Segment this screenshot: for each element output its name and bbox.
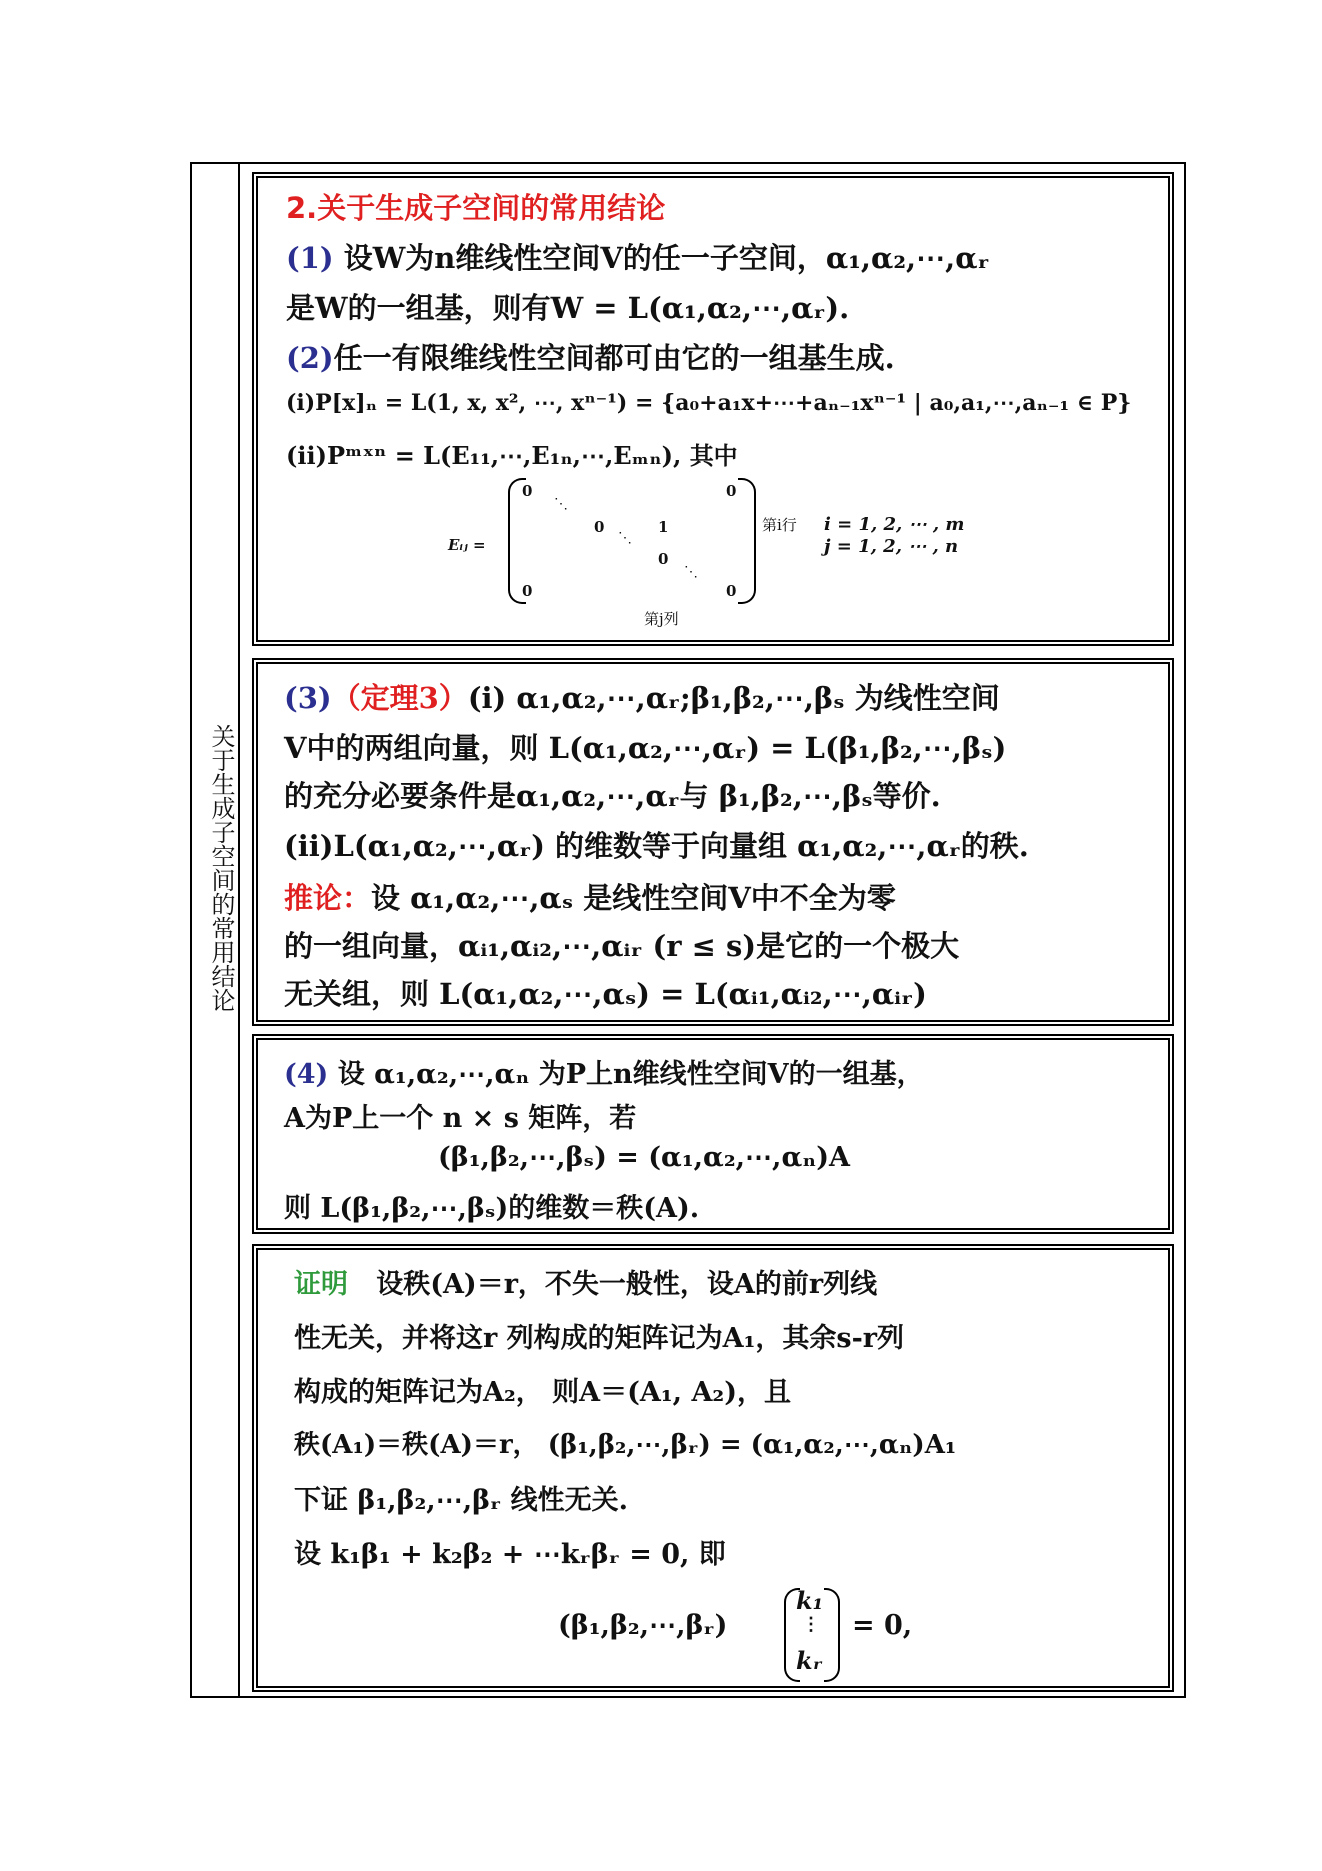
matrix-lhs: Eᵢⱼ = [448, 536, 486, 554]
vector-right-bracket [824, 1588, 840, 1682]
proof-vector-lhs: (β₁,β₂,⋯,βᵣ) [558, 1610, 728, 1641]
range-i: i = 1, 2, ⋯ , m [824, 514, 965, 535]
proof-line-6: 设 k₁β₁ + k₂β₂ + ⋯kᵣβᵣ = 0, 即 [294, 1539, 726, 1570]
vector-k1: k₁ [796, 1586, 824, 1615]
matrix-bottom-left: 0 [522, 582, 533, 600]
statement-2-text: 任一有限维线性空间都可由它的一组基生成. [333, 341, 895, 375]
statement-1-text: 设W为n维线性空间V的任一子空间，α₁,α₂,⋯,αᵣ [343, 241, 990, 275]
statement-2-item-ii: (ii)Pᵐˣⁿ = L(E₁₁,⋯,E₁ₙ,⋯,Eₘₙ), 其中 [286, 441, 738, 470]
corollary-line-1 [284, 876, 896, 917]
vector-dots: ⋮ [802, 1614, 820, 1635]
panel-title: 2.关于生成子空间的常用结论 [286, 191, 666, 225]
statement-1-line-1 [286, 236, 990, 277]
proof-vector-rhs: = 0, [852, 1610, 913, 1641]
panel-statement-4 [252, 1034, 1174, 1234]
matrix-right-bracket [738, 478, 756, 604]
side-label: 关于生成子空间的常用结论 [207, 724, 235, 1012]
range-j: j = 1, 2, ⋯ , n [824, 536, 959, 557]
proof-line-5: 下证 β₁,β₂,⋯,βᵣ 线性无关. [294, 1485, 629, 1516]
matrix-diag-dots-1: ⋱ [554, 496, 568, 512]
theorem-line-4: (ii)L(α₁,α₂,⋯,αᵣ) 的维数等于向量组 α₁,α₂,⋯,αᵣ的秩. [284, 829, 1029, 863]
panel-proof [252, 1244, 1174, 1692]
panel-theorem-3 [252, 658, 1174, 1026]
statement-4-line-4: 则 L(β₁,β₂,⋯,βₛ)的维数＝秩(A). [284, 1193, 700, 1224]
matrix-bottom-right: 0 [726, 582, 737, 600]
side-column [192, 164, 240, 1696]
matrix-diag-dots-3: ⋱ [684, 564, 698, 580]
theorem-text-1: (i) α₁,α₂,⋯,αᵣ;β₁,β₂,⋯,βₛ 为线性空间 [467, 681, 1000, 715]
proof-line-3: 构成的矩阵记为A₂， 则A＝(A₁, A₂)，且 [294, 1377, 792, 1408]
proof-line-4: 秩(A₁)＝秩(A)＝r， (β₁,β₂,⋯,βᵣ) = (α₁,α₂,⋯,αₙ)A₁ [294, 1430, 957, 1460]
corollary-line-2: 的一组向量，αᵢ₁,αᵢ₂,⋯,αᵢᵣ (r ≤ s)是它的一个极大 [284, 929, 960, 963]
statement-4-text-1: 设 α₁,α₂,⋯,αₙ 为P上n维线性空间V的一组基， [337, 1059, 924, 1090]
theorem-line-2: V中的两组向量，则 L(α₁,α₂,⋯,αᵣ) = L(β₁,β₂,⋯,βₛ) [284, 731, 1007, 765]
statement-1-number: (1) [286, 241, 334, 275]
statement-2-item-i: (i)P[x]ₙ = L(1, x, x², ⋯, xⁿ⁻¹) = {a₀+a₁x+⋯+aₙ₋₁xⁿ⁻¹ | a₀,a₁,⋯,aₙ₋₁ ∈ P} [286, 390, 1132, 416]
proof-line-2: 性无关，并将这r 列构成的矩阵记为A₁，其余s-r列 [294, 1323, 905, 1354]
statement-2-line-1 [286, 336, 895, 377]
theorem-line-1 [284, 676, 1000, 717]
proof-label: 证明 [294, 1269, 348, 1300]
statement-1-line-2: 是W的一组基，则有W = L(α₁,α₂,⋯,αᵣ). [286, 291, 850, 325]
matrix-one-entry: 1 [658, 518, 669, 536]
matrix-row-label: 第i行 [762, 516, 797, 534]
statement-4-number: (4) [284, 1059, 329, 1090]
proof-text-1: 设秩(A)＝r，不失一般性，设A的前r列线 [376, 1269, 878, 1300]
corollary-label: 推论： [284, 881, 372, 915]
content-table [190, 162, 1186, 1698]
statement-2-number: (2) [286, 341, 334, 375]
matrix-top-right: 0 [726, 482, 737, 500]
statement-4-line-1 [284, 1052, 924, 1091]
statement-4-line-3: (β₁,β₂,⋯,βₛ) = (α₁,α₂,⋯,αₙ)A [438, 1142, 850, 1173]
theorem-label: （定理3） [331, 681, 468, 715]
matrix-col-label: 第j列 [644, 610, 679, 628]
matrix-top-left: 0 [522, 482, 533, 500]
matrix-mid-zero: 0 [594, 518, 605, 536]
theorem-line-3: 的充分必要条件是α₁,α₂,⋯,αᵣ与 β₁,β₂,⋯,βₛ等价. [284, 779, 941, 813]
panel-spanning-subspace-conclusions [252, 172, 1174, 646]
matrix-diag-dots-2: ⋱ [618, 530, 632, 546]
vector-kr: kᵣ [796, 1646, 823, 1675]
statement-4-line-2: A为P上一个 n × s 矩阵，若 [284, 1103, 637, 1134]
corollary-line-3: 无关组，则 L(α₁,α₂,⋯,αₛ) = L(αᵢ₁,αᵢ₂,⋯,αᵢᵣ) [284, 977, 927, 1011]
corollary-text-1: 设 α₁,α₂,⋯,αₛ 是线性空间V中不全为零 [371, 881, 896, 915]
theorem-number: (3) [284, 681, 332, 715]
proof-line-1 [294, 1262, 877, 1301]
matrix-mid-zero-2: 0 [658, 550, 669, 568]
